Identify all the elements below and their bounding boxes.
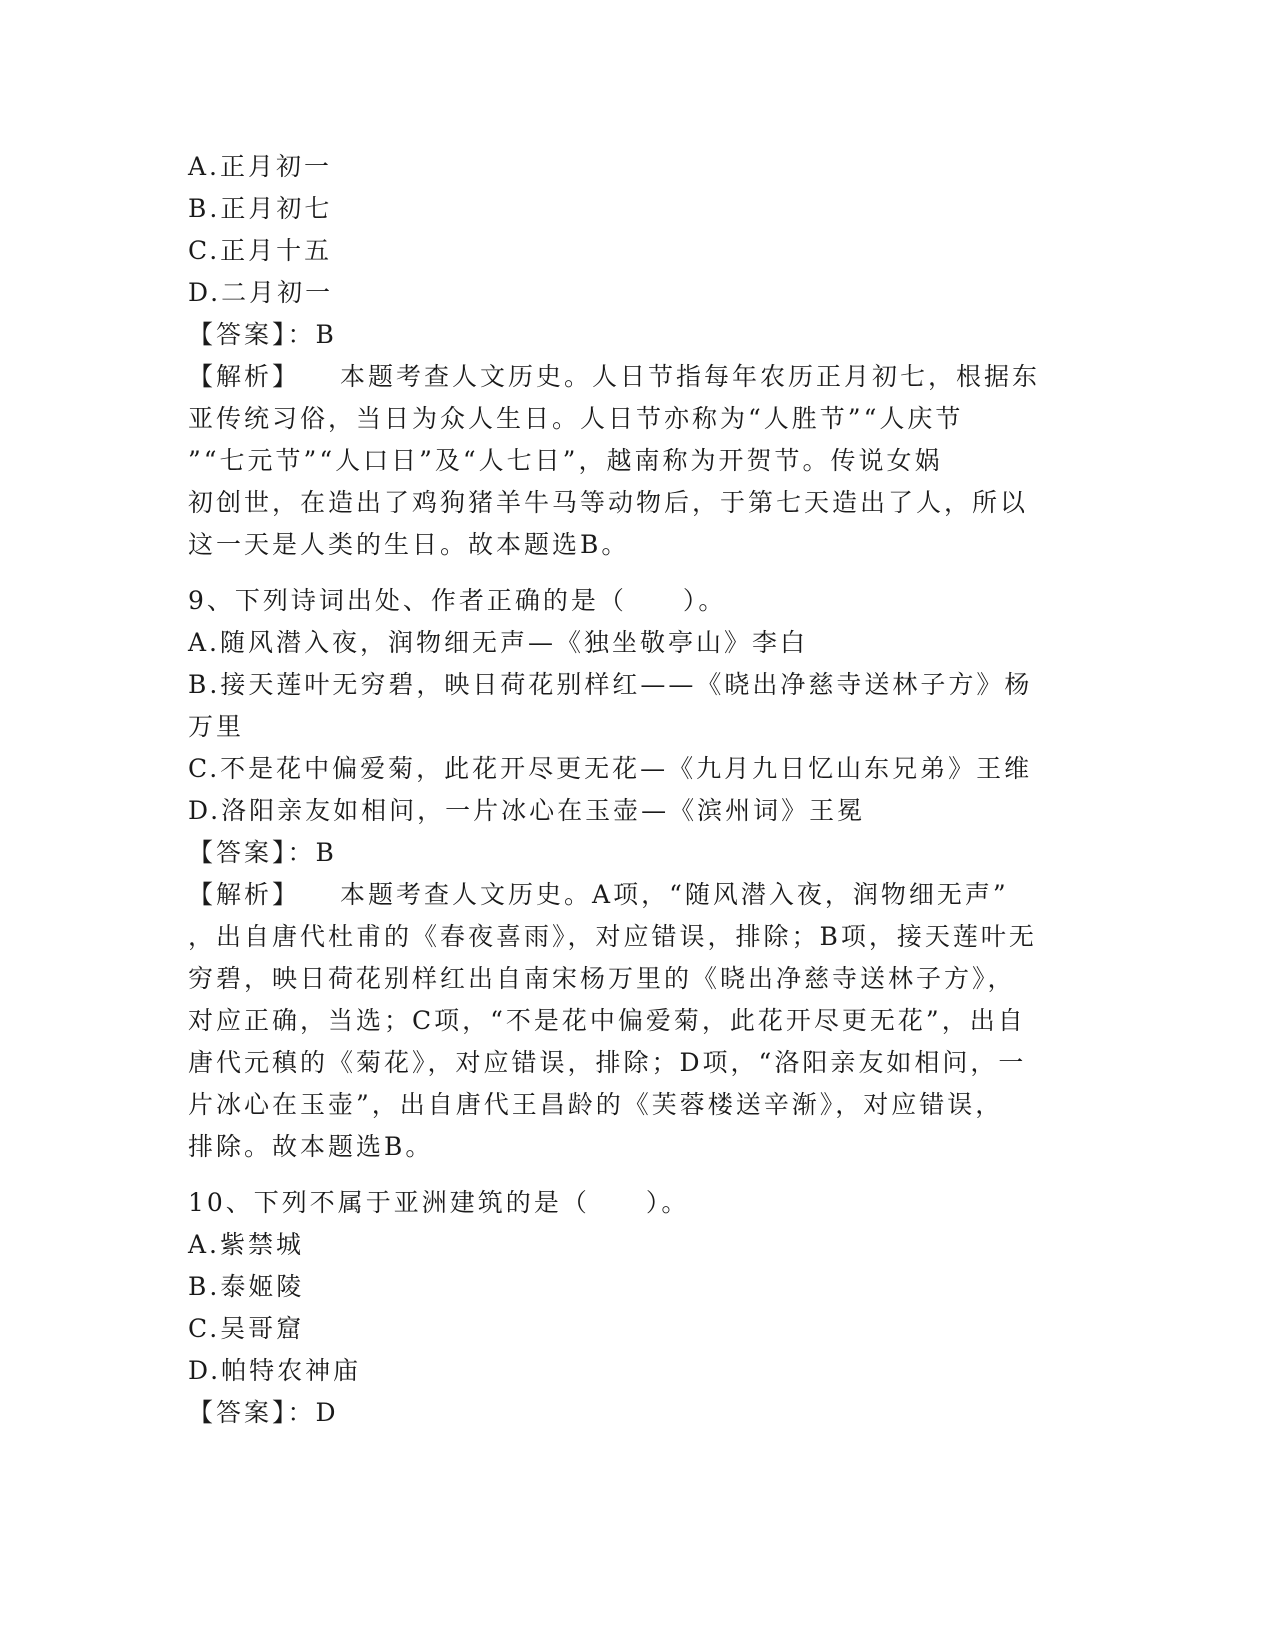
q10-option-c: C.吴哥窟 xyxy=(188,1314,305,1343)
q8-analysis-label: 【解析】 xyxy=(188,362,301,391)
q9-analysis-line: ，出自唐代杜甫的《春夜喜雨》，对应错误，排除；B项，接天莲叶无 xyxy=(188,922,1037,951)
q8-option-d: D.二月初一 xyxy=(188,278,334,307)
q8-option-b: B.正月初七 xyxy=(188,194,333,223)
q8-analysis-text: 本题考查人文历史。人日节指每年农历正月初七，根据东 xyxy=(340,362,1041,391)
q10-answer: 【答案】：D xyxy=(188,1398,339,1427)
q9-analysis-line: 片冰心在玉壶”，出自唐代王昌龄的《芙蓉楼送辛渐》，对应错误， xyxy=(188,1090,1004,1119)
q9-option-d: D.洛阳亲友如相问，一片冰心在玉壶—《滨州词》王冕 xyxy=(188,796,866,825)
q9-analysis-line: 唐代元稹的《菊花》，对应错误，排除；D项，“洛阳亲友如相问，一 xyxy=(188,1048,1027,1077)
q10-option-d: D.帕特农神庙 xyxy=(188,1356,362,1385)
q9-analysis-line xyxy=(188,874,1088,916)
q8-analysis-line xyxy=(188,356,1088,398)
q9-option-c: C.不是花中偏爱菊，此花开尽更无花—《九月九日忆山东兄弟》王维 xyxy=(188,754,1033,783)
q9-analysis-line: 对应正确，当选；C项，“不是花中偏爱菊，此花开尽更无花”，出自 xyxy=(188,1006,1026,1035)
q8-analysis-line: 这一天是人类的生日。故本题选B。 xyxy=(188,530,630,559)
page-content xyxy=(188,146,1088,1434)
q9-analysis-line: 穷碧，映日荷花别样红出自南宋杨万里的《晓出净慈寺送林子方》， xyxy=(188,964,1016,993)
q10-question: 10、下列不属于亚洲建筑的是（ ）。 xyxy=(188,1188,690,1217)
q9-option-a: A.随风潜入夜，润物细无声—《独坐敬亭山》李白 xyxy=(188,628,809,657)
q8-option-a: A.正月初一 xyxy=(188,152,333,181)
q10-option-a: A.紫禁城 xyxy=(188,1230,305,1259)
q8-analysis-line: 初创世，在造出了鸡狗猪羊牛马等动物后，于第七天造出了人，所以 xyxy=(188,488,1029,517)
q9-option-b-continued: 万里 xyxy=(188,712,245,741)
q8-option-c: C.正月十五 xyxy=(188,236,333,265)
q9-answer: 【答案】：B xyxy=(188,838,337,867)
q8-analysis-line: 亚传统习俗，当日为众人生日。人日节亦称为“人胜节”“人庆节 xyxy=(188,404,964,433)
q10-option-b: B.泰姬陵 xyxy=(188,1272,305,1301)
q9-option-b: B.接天莲叶无穷碧，映日荷花别样红——《晓出净慈寺送林子方》杨 xyxy=(188,670,1033,699)
q9-analysis-text: 本题考查人文历史。A项，“随风潜入夜，润物细无声” xyxy=(340,880,1009,909)
q9-analysis-line: 排除。故本题选B。 xyxy=(188,1132,434,1161)
q8-analysis-line: ”“七元节”“人口日”及“人七日”，越南称为开贺节。传说女娲 xyxy=(188,446,943,475)
q9-analysis-label: 【解析】 xyxy=(188,880,301,909)
q8-answer: 【答案】：B xyxy=(188,320,337,349)
q9-question: 9、下列诗词出处、作者正确的是（ ）。 xyxy=(188,586,727,615)
